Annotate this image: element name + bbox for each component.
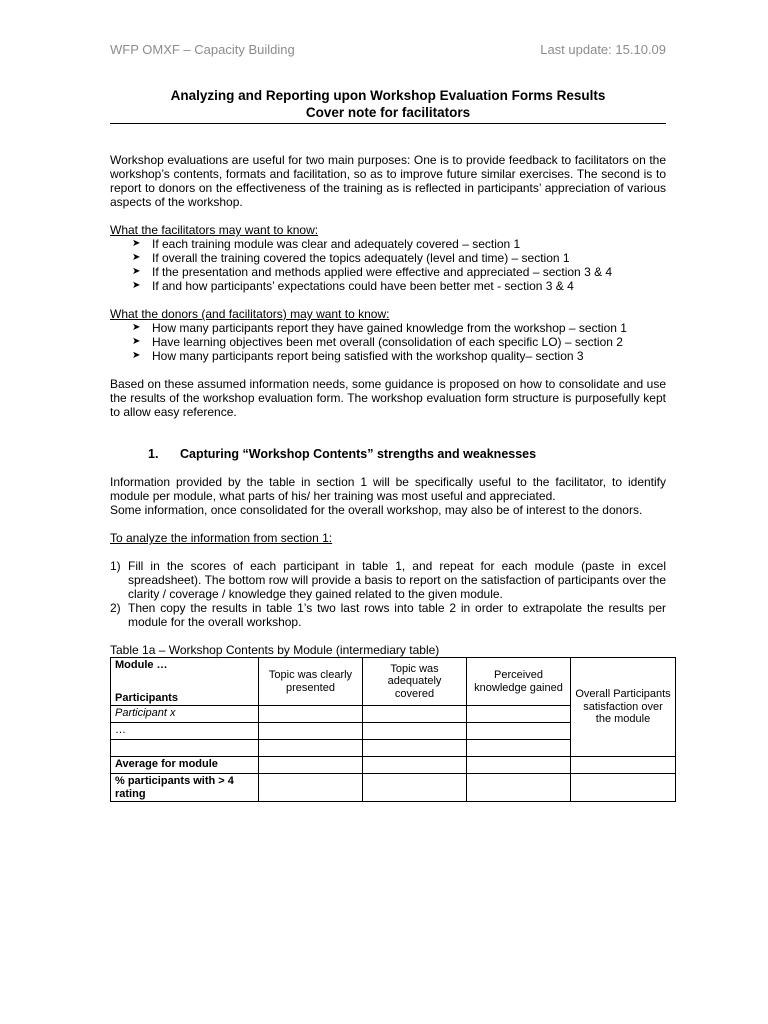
row-label-participant: Participant x [111,706,259,723]
section-title: Capturing “Workshop Contents” strengths and weaknesses [180,447,537,461]
module-participants-cell [111,658,259,706]
facilitators-heading: What the facilitators may want to know: [110,223,319,237]
table-cell [259,774,363,802]
list-item: ➤ How many participants report they have gained knowledge from the workshop – section 1 [132,321,627,335]
table-row [111,774,676,802]
table-row [111,757,676,774]
row-label-percent: % participants with > 4 rating [111,774,259,802]
table-cell [363,757,467,774]
arrow-bullet-icon: ➤ [132,336,141,347]
table-cell [259,723,363,740]
section-1-paragraph-1: Information provided by the table in section 1 will be specifically useful to the facilitator, to identify module per module, what parts of his/ her training was most useful and appreciated. [110,475,666,503]
table-cell [571,757,676,774]
steps-list [110,559,666,629]
step-item: 2) Then copy the results in table 1’s two last rows into table 2 in order to extrapolate the results per module for the overall workshop. [110,601,666,629]
table-caption: Table 1a – Workshop Contents by Module (intermediary table) [110,643,440,657]
col-header-coverage: Topic was adequately covered [363,658,467,706]
table-cell [363,706,467,723]
table-cell [467,757,571,774]
table-cell [259,757,363,774]
participants-label: Participants [115,691,178,704]
table-cell [467,774,571,802]
intro-paragraph: Workshop evaluations are useful for two main purposes: One is to provide feedback to facilitators on the workshop’s contents, formats and facilitation, so as to improve future similar exercises. The second is to report to donors on the effectiveness of the training as is reflected in participants’ appreciation of various aspects of the workshop. [110,153,666,209]
table-cell [363,774,467,802]
table-cell [467,723,571,740]
donors-heading: What the donors (and facilitators) may want to know: [110,307,390,321]
list-item: ➤ How many participants report being satisfied with the workshop quality– section 3 [132,349,584,363]
module-label: Module … [115,659,168,671]
header-right: Last update: 15.10.09 [540,42,666,57]
list-item: ➤ Have learning objectives been met overall (consolidation of each specific LO) – section 2 [132,335,623,349]
table-header-row [111,658,676,706]
section-1-paragraph-2: Some information, once consolidated for the overall workshop, may also be of interest to the donors. [110,503,643,517]
title-line-1: Analyzing and Reporting upon Workshop Evaluation Forms Results [170,88,606,103]
table-cell [111,740,259,757]
analyze-heading: To analyze the information from section 1: [110,531,333,545]
list-item: ➤ If each training module was clear and adequately covered – section 1 [132,237,521,251]
header-left: WFP OMXF – Capacity Building [110,42,295,57]
facilitators-list [110,237,666,293]
list-item: ➤ If overall the training covered the topics adequately (level and time) – section 1 [132,251,570,265]
row-label-average: Average for module [111,757,259,774]
table-cell [467,740,571,757]
title-line-2: Cover note for facilitators [305,105,471,120]
row-label-ellipsis: … [111,723,259,740]
arrow-bullet-icon: ➤ [132,252,141,263]
workshop-contents-table [110,657,676,802]
arrow-bullet-icon: ➤ [132,266,141,277]
arrow-bullet-icon: ➤ [132,350,141,361]
table-cell [259,740,363,757]
section-1-heading [148,447,666,461]
arrow-bullet-icon: ➤ [132,238,141,249]
donors-list [110,321,666,363]
table-cell [467,706,571,723]
step-item: 1) Fill in the scores of each participant in table 1, and repeat for each module (paste in excel spreadsheet). The bottom row will provide a basis to report on the satisfaction of participants over the clarity / coverage / knowledge they gained related to the given module. [110,559,666,601]
list-item: ➤ If and how participants’ expectations could have been better met - section 3 & 4 [132,279,574,293]
col-header-clarity: Topic was clearly presented [259,658,363,706]
col-header-overall: Overall Participants satisfaction over the module [571,658,676,757]
col-header-knowledge: Perceived knowledge gained [467,658,571,706]
section-number: 1. [148,447,159,461]
table-cell [363,723,467,740]
list-item: ➤ If the presentation and methods applied were effective and appreciated – section 3 & 4 [132,265,613,279]
arrow-bullet-icon: ➤ [132,322,141,333]
table-cell [259,706,363,723]
guidance-paragraph: Based on these assumed information needs, some guidance is proposed on how to consolidate and use the results of the workshop evaluation form. The workshop evaluation form structure is purposefully kept to allow easy reference. [110,377,666,419]
document-title [110,87,666,124]
arrow-bullet-icon: ➤ [132,280,141,291]
document-body [110,153,671,802]
table-cell [363,740,467,757]
table-cell [571,774,676,802]
